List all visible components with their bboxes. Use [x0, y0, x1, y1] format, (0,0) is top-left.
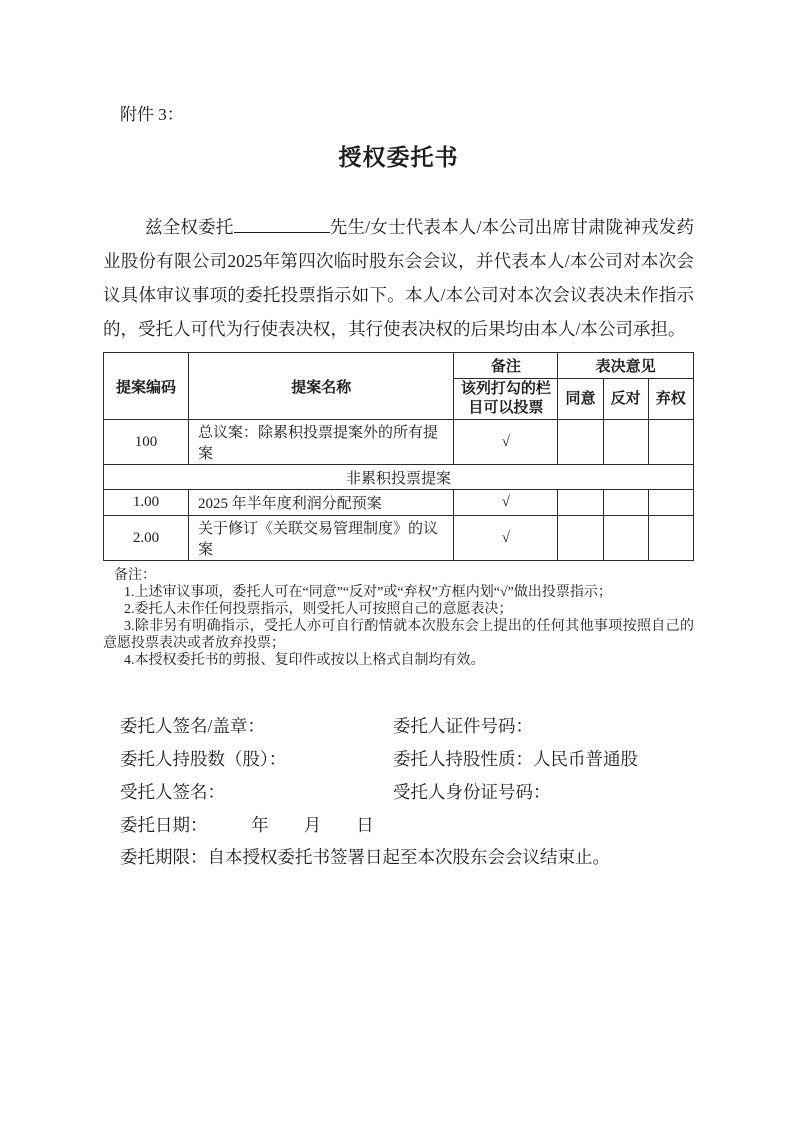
intro-lead-text: 兹全权委托: [145, 217, 234, 237]
vote-against-cell: [603, 516, 648, 561]
principal-shareholding-label: 委托人持股数（股）：: [120, 749, 287, 769]
vote-abstain-cell: [648, 490, 693, 516]
proxy-name-blank-line: [234, 218, 330, 233]
vote-abstain-cell: [648, 516, 693, 561]
signature-row-3: [120, 779, 694, 812]
table-header-row-1: [104, 353, 694, 379]
proposal-voting-table: [103, 352, 694, 561]
principal-id-number-label: 委托人证件号码：: [393, 716, 533, 736]
vote-agree-cell: [558, 420, 603, 465]
signature-row-2: [120, 746, 694, 779]
table-row-proposal-1: [104, 490, 694, 516]
proposal-name-cell: 关于修订《关联交易管理制度》的议案: [188, 516, 454, 561]
section-row-label: 非累积投票提案: [104, 465, 694, 490]
vote-against-cell: [603, 420, 648, 465]
header-remark: 备注: [454, 353, 558, 379]
proposal-name-cell: 2025 年半年度利润分配预案: [188, 490, 454, 516]
trustee-id-number-label: 受托人身份证号码：: [393, 782, 551, 802]
header-against: 反对: [603, 379, 648, 420]
vote-agree-cell: [558, 516, 603, 561]
table-section-row-non-cumulative: [104, 465, 694, 490]
proposal-name-cell: 总议案：除累积投票提案外的所有提案: [188, 420, 454, 465]
intro-paragraph: [103, 210, 694, 346]
note-item-3: 3.除非另有明确指示，受托人亦可自行酌情就本次股东会上提出的任何其他事项按照自己的意愿投票表决或者放弃投票；: [103, 619, 694, 651]
document-title: 授权委托书: [338, 145, 459, 170]
proxy-term-line: 委托期限：自本授权委托书签署日起至本次股东会会议结束止。: [120, 847, 610, 867]
vote-abstain-cell: [648, 420, 693, 465]
notes-label: 备注：: [114, 568, 156, 583]
signature-block: [103, 713, 694, 876]
signature-row-1: [120, 713, 694, 746]
principal-share-type-label: 委托人持股性质：人民币普通股: [393, 749, 638, 769]
note-item-4: 4.本授权委托书的剪报、复印件或按以上格式自制均有效。: [124, 653, 485, 668]
principal-signature-label: 委托人签名/盖章：: [120, 716, 265, 736]
header-proposal-name: 提案名称: [188, 353, 454, 420]
remark-check-mark: √: [454, 516, 558, 561]
header-abstain: 弃权: [648, 379, 693, 420]
vote-against-cell: [603, 490, 648, 516]
note-item-1: 1.上述审议事项，委托人可在“同意”“反对”或“弃权”方框内划“√”做出投票指示；: [124, 585, 612, 600]
attachment-label: 附件 3：: [120, 105, 184, 124]
header-remark-sub: 该列打勾的栏目可以投票: [454, 379, 558, 420]
remark-check-mark: √: [454, 420, 558, 465]
note-item-2: 2.委托人未作任何投票指示，则受托人可按照自己的意愿表决；: [124, 602, 513, 617]
trustee-signature-label: 受托人签名：: [120, 782, 225, 802]
vote-agree-cell: [558, 490, 603, 516]
remark-check-mark: √: [454, 490, 558, 516]
proxy-date-line: 委托日期： 年 月 日: [120, 815, 374, 835]
proposal-code-cell: 100: [104, 420, 189, 465]
table-row-proposal-2: [104, 516, 694, 561]
proposal-code-cell: 2.00: [104, 516, 189, 561]
notes-block: [103, 567, 694, 669]
table-row-general-proposal: [104, 420, 694, 465]
intro-body-text: 先生/女士代表本人/本公司出席甘肃陇神戎发药业股份有限公司2025年第四次临时股东会会议，并代表本人/本公司对本次会议具体审议事项的委托投票指示如下。本人/本公司对本次会议表决未作指示的，受托人可代为行使表决权，其行使表决权的后果均由本人/本公司承担。: [103, 217, 694, 339]
header-agree: 同意: [558, 379, 603, 420]
proposal-code-cell: 1.00: [104, 490, 189, 516]
header-vote-opinion: 表决意见: [558, 353, 694, 379]
header-proposal-code: 提案编码: [104, 353, 189, 420]
